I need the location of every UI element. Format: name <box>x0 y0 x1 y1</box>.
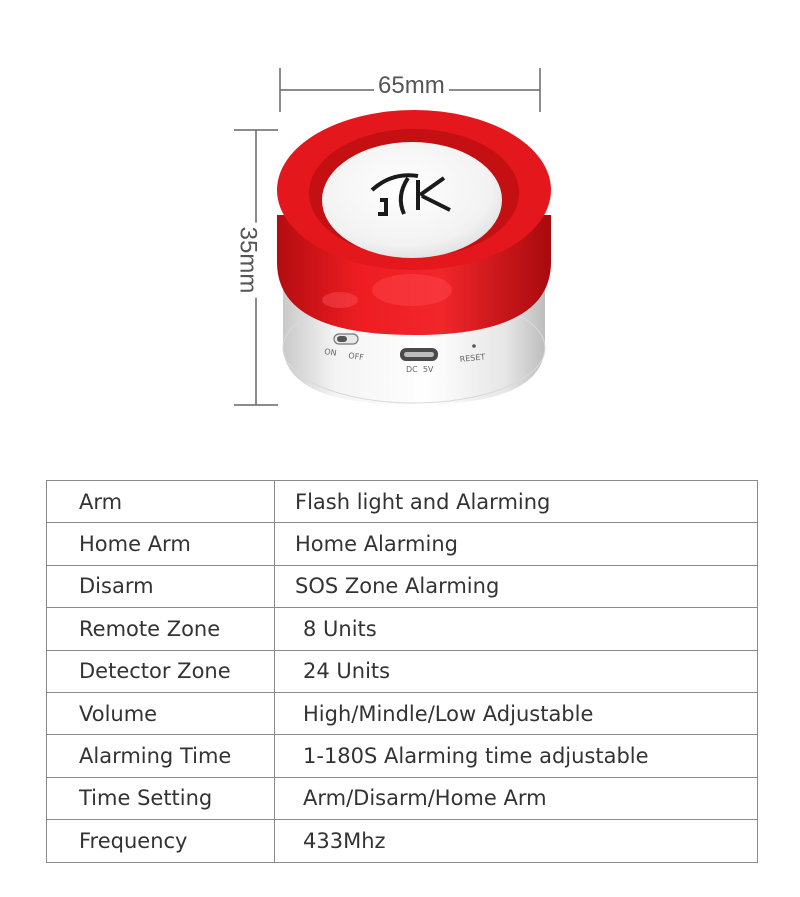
table-row <box>47 481 758 523</box>
spec-key: Time Setting <box>47 777 275 819</box>
height-label: 35mm <box>233 223 261 298</box>
spec-value: SOS Zone Alarming <box>275 565 758 607</box>
spec-value: High/Mindle/Low Adjustable <box>275 692 758 734</box>
table-row <box>47 777 758 819</box>
port-label: DC 5V <box>406 365 434 374</box>
table-row <box>47 608 758 650</box>
width-label: 65mm <box>374 72 449 100</box>
spec-key: Volume <box>47 692 275 734</box>
spec-value: 24 Units <box>275 650 758 692</box>
spec-key: Alarming Time <box>47 735 275 777</box>
table-row <box>47 523 758 565</box>
spec-value: 8 Units <box>275 608 758 650</box>
table-row <box>47 650 758 692</box>
spec-value: Home Alarming <box>275 523 758 565</box>
spec-value: Flash light and Alarming <box>275 481 758 523</box>
spec-value: Arm/Disarm/Home Arm <box>275 777 758 819</box>
spec-key: Detector Zone <box>47 650 275 692</box>
spec-key: Arm <box>47 481 275 523</box>
spec-key: Disarm <box>47 565 275 607</box>
spec-value: 1-180S Alarming time adjustable <box>275 735 758 777</box>
switch-off-label: OFF <box>347 351 365 363</box>
spec-value: 433Mhz <box>275 820 758 862</box>
table-row <box>47 735 758 777</box>
reset-label: RESET <box>459 352 486 364</box>
spec-table <box>46 480 758 863</box>
table-row <box>47 820 758 862</box>
siren-cap <box>322 142 502 258</box>
spec-key: Remote Zone <box>47 608 275 650</box>
spec-key: Frequency <box>47 820 275 862</box>
table-row <box>47 565 758 607</box>
reset-hole <box>472 344 476 348</box>
spec-key: Home Arm <box>47 523 275 565</box>
table-row <box>47 692 758 734</box>
switch-on-label: ON <box>323 347 338 358</box>
